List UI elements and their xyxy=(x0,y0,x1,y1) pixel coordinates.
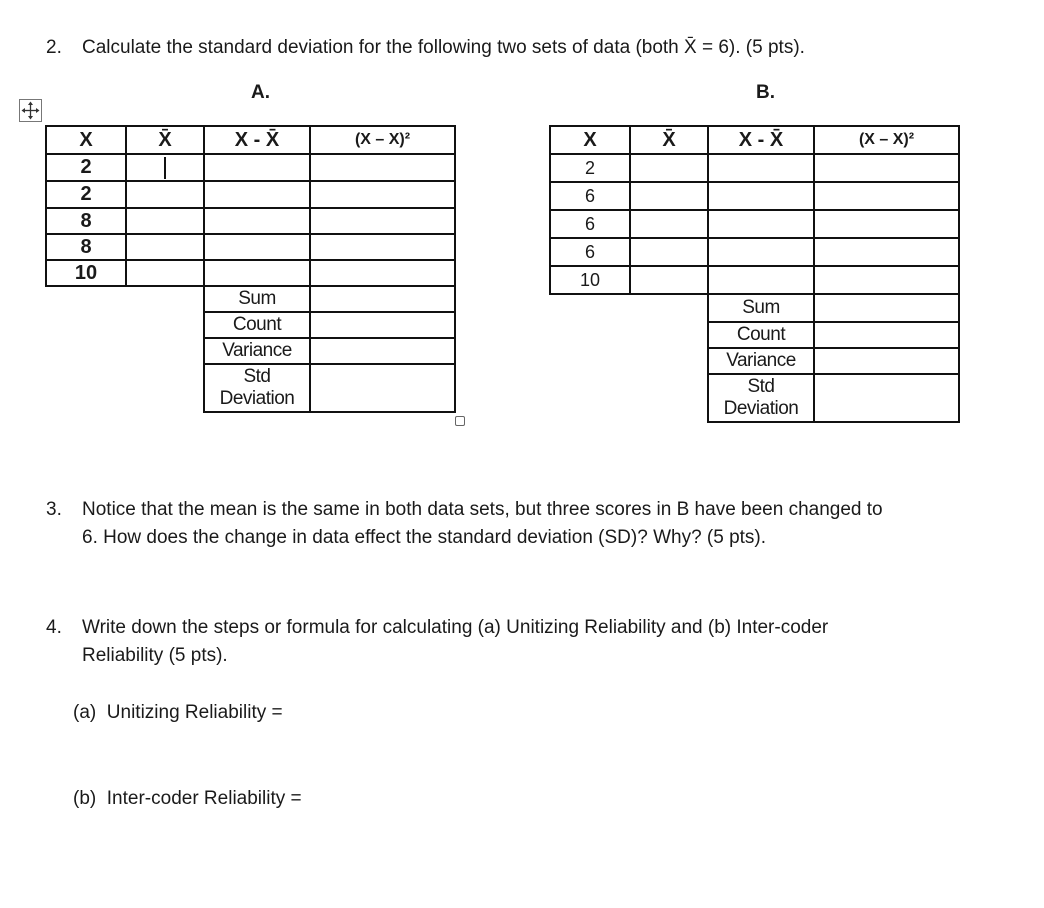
question-text-line-1: Notice that the mean is the same in both data sets, but three scores in B have been changed to xyxy=(82,499,883,520)
table-row xyxy=(46,208,455,234)
deviation-cell[interactable] xyxy=(204,154,310,181)
question-text-line-1: Write down the steps or formula for calculating (a) Unitizing Reliability and (b) Inter-coder xyxy=(82,617,829,638)
deviation-cell[interactable] xyxy=(204,208,310,234)
summary-label-variance: Variance xyxy=(204,338,310,364)
table-row xyxy=(46,260,455,286)
summary-row xyxy=(550,322,959,348)
summary-row xyxy=(46,338,455,364)
x-value: 8 xyxy=(46,234,126,260)
question-number: 2. xyxy=(46,37,62,58)
x-value: 2 xyxy=(46,154,126,181)
part-a-prompt: (a) Unitizing Reliability = xyxy=(73,702,283,723)
squared-deviation-cell[interactable] xyxy=(814,210,959,238)
deviation-cell[interactable] xyxy=(708,238,814,266)
x-value: 10 xyxy=(550,266,630,294)
squared-deviation-cell[interactable] xyxy=(310,154,455,181)
mean-cell[interactable] xyxy=(126,260,204,286)
deviation-cell[interactable] xyxy=(204,181,310,208)
data-table-a xyxy=(45,125,456,413)
set-a-heading: A. xyxy=(251,82,270,103)
deviation-cell[interactable] xyxy=(708,266,814,294)
summary-label-std-deviation: Std Deviation xyxy=(204,364,310,412)
x-value: 6 xyxy=(550,182,630,210)
table-row xyxy=(46,234,455,260)
summary-row xyxy=(550,374,959,422)
x-value: 6 xyxy=(550,238,630,266)
header-deviation: X - X̄ xyxy=(204,126,310,154)
summary-label-sum: Sum xyxy=(204,286,310,312)
deviation-cell[interactable] xyxy=(708,154,814,182)
mean-cell[interactable] xyxy=(630,238,708,266)
mean-cell[interactable] xyxy=(630,182,708,210)
table-row xyxy=(550,182,959,210)
question-number: 3. xyxy=(46,499,62,520)
deviation-cell[interactable] xyxy=(204,260,310,286)
table-row xyxy=(550,210,959,238)
header-squared-deviation: (X – X)² xyxy=(814,126,959,154)
mean-cell[interactable] xyxy=(630,210,708,238)
summary-row xyxy=(550,294,959,322)
table-row xyxy=(46,154,455,181)
table-row xyxy=(550,154,959,182)
x-value: 2 xyxy=(46,181,126,208)
summary-value-sum[interactable] xyxy=(310,286,455,312)
question-2 xyxy=(46,34,1026,62)
mean-cell[interactable] xyxy=(126,208,204,234)
summary-value-count[interactable] xyxy=(814,322,959,348)
table-header-row xyxy=(46,126,455,154)
summary-label-count: Count xyxy=(708,322,814,348)
header-mean: X̄ xyxy=(126,126,204,154)
squared-deviation-cell[interactable] xyxy=(814,266,959,294)
mean-cell[interactable] xyxy=(126,181,204,208)
summary-row xyxy=(46,364,455,412)
squared-deviation-cell[interactable] xyxy=(310,260,455,286)
summary-row xyxy=(46,312,455,338)
mean-cell[interactable] xyxy=(630,154,708,182)
set-b-heading: B. xyxy=(756,82,775,103)
table-row xyxy=(46,181,455,208)
table-row xyxy=(550,238,959,266)
summary-value-count[interactable] xyxy=(310,312,455,338)
x-value: 8 xyxy=(46,208,126,234)
squared-deviation-cell[interactable] xyxy=(814,154,959,182)
resize-handle-icon[interactable] xyxy=(455,416,465,426)
table-row xyxy=(550,266,959,294)
question-text-line-2: 6. How does the change in data effect the standard deviation (SD)? Why? (5 pts). xyxy=(82,527,767,548)
question-3 xyxy=(46,496,1026,552)
summary-label-variance: Variance xyxy=(708,348,814,374)
header-squared-deviation: (X – X)² xyxy=(310,126,455,154)
summary-label-std-deviation: Std Deviation xyxy=(708,374,814,422)
question-4 xyxy=(46,614,1026,670)
header-x: X xyxy=(550,126,630,154)
squared-deviation-cell[interactable] xyxy=(310,234,455,260)
header-x: X xyxy=(46,126,126,154)
summary-label-count: Count xyxy=(204,312,310,338)
x-value: 10 xyxy=(46,260,126,286)
question-number: 4. xyxy=(46,617,62,638)
question-text: Calculate the standard deviation for the following two sets of data (both X̄ = 6). (5 pts). xyxy=(82,37,805,58)
squared-deviation-cell[interactable] xyxy=(310,181,455,208)
data-table-b xyxy=(549,125,960,423)
summary-value-variance[interactable] xyxy=(814,348,959,374)
summary-row xyxy=(550,348,959,374)
header-deviation: X - X̄ xyxy=(708,126,814,154)
summary-value-std-deviation[interactable] xyxy=(814,374,959,422)
mean-cell[interactable] xyxy=(126,234,204,260)
summary-value-sum[interactable] xyxy=(814,294,959,322)
squared-deviation-cell[interactable] xyxy=(310,208,455,234)
move-arrows-icon[interactable] xyxy=(19,99,42,122)
table-header-row xyxy=(550,126,959,154)
squared-deviation-cell[interactable] xyxy=(814,238,959,266)
summary-label-sum: Sum xyxy=(708,294,814,322)
summary-row xyxy=(46,286,455,312)
question-text-line-2: Reliability (5 pts). xyxy=(82,645,228,666)
mean-cell[interactable] xyxy=(630,266,708,294)
part-b-prompt: (b) Inter-coder Reliability = xyxy=(73,788,302,809)
header-mean: X̄ xyxy=(630,126,708,154)
deviation-cell[interactable] xyxy=(708,210,814,238)
deviation-cell[interactable] xyxy=(708,182,814,210)
summary-value-std-deviation[interactable] xyxy=(310,364,455,412)
x-value: 2 xyxy=(550,154,630,182)
mean-cell[interactable] xyxy=(126,154,204,181)
x-value: 6 xyxy=(550,210,630,238)
summary-value-variance[interactable] xyxy=(310,338,455,364)
text-cursor xyxy=(164,157,166,179)
deviation-cell[interactable] xyxy=(204,234,310,260)
squared-deviation-cell[interactable] xyxy=(814,182,959,210)
